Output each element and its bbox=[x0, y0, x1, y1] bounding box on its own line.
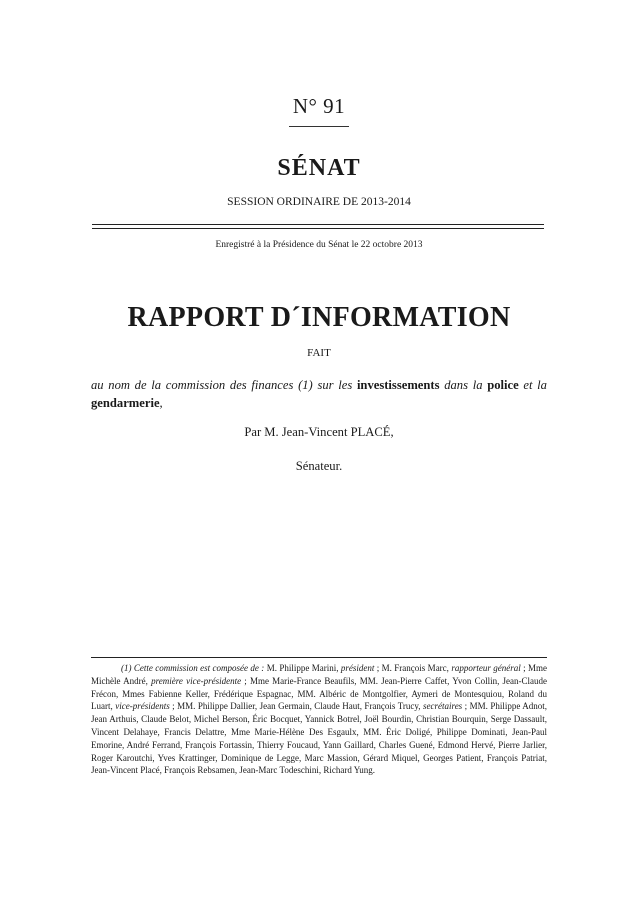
mission-text-1: au nom de la commission des finances (1) sur les bbox=[91, 378, 353, 392]
chamber-title: SÉNAT bbox=[277, 155, 361, 181]
mission-text-4: , bbox=[159, 396, 163, 410]
footnote-text: ; MM. Philippe Dallier, Jean Germain, Claude Haut, François Trucy, bbox=[172, 701, 421, 712]
footnote-role: secrétaires bbox=[423, 701, 463, 712]
fait-label: FAIT bbox=[307, 347, 331, 359]
footnote-role: président bbox=[340, 663, 375, 673]
footnote-intro: (1) Cette commission est composée de : bbox=[121, 663, 265, 673]
mission-keyword-gendarmerie: gendarmerie bbox=[91, 396, 160, 410]
number-underline bbox=[289, 126, 349, 127]
author-line: Par M. Jean-Vincent PLACÉ, bbox=[244, 425, 394, 439]
header-divider bbox=[92, 224, 544, 229]
session-label: SESSION ORDINAIRE DE 2013-2014 bbox=[227, 196, 411, 208]
author-role: Sénateur. bbox=[295, 459, 343, 473]
mission-text-2: dans la bbox=[444, 378, 483, 392]
footnote bbox=[91, 662, 547, 777]
footnote-text: ; MM. Philippe Adnot, Jean Arthuis, Claude Belot, Michel Berson, Éric Bocquet, Yannick Botrel, Joël Bourdin, Christian Bourquin, Serge Dassault, Vincent Delahaye, Francis Delattre, Mme Marie-Hélène Des Esgaulx, MM. Éric Doligé, Philippe Dominati, Jean-Paul Emorine, André Ferrand, François Fortassin, Thierry Foucaud, Yann Gaillard, Charles Guené, Edmond Hervé, Pierre Jarlier, Roger Karoutchi, Yves Krattinger, Dominique de Legge, Marc Massion, Gérard Miquel, Georges Patient, François Patriat, Jean-Vincent Placé, François Rebsamen, Jean-Marc Todeschini, Richard Yung. bbox=[91, 701, 548, 776]
mission-keyword-investissements: investissements bbox=[356, 378, 440, 392]
footnote-divider bbox=[91, 657, 547, 658]
document-number: N° 91 bbox=[292, 94, 346, 118]
mission-text-3: et la bbox=[523, 378, 547, 392]
mission-keyword-police: police bbox=[487, 378, 519, 392]
footnote-text: ; Mme Michèle André, bbox=[91, 663, 547, 686]
mission-statement bbox=[91, 376, 547, 412]
footnote-role: première vice-présidente bbox=[151, 675, 242, 686]
footnote-role: vice-présidents bbox=[115, 701, 170, 712]
footnote-text: M. Philippe Marini, bbox=[266, 663, 339, 673]
footnote-text: ; M. François Marc, bbox=[376, 663, 449, 673]
footnote-role: rapporteur général bbox=[451, 663, 521, 673]
registration-note: Enregistré à la Présidence du Sénat le 22 octobre 2013 bbox=[215, 240, 423, 250]
report-title: RAPPORT D´INFORMATION bbox=[127, 302, 511, 333]
footnote-text: ; Mme Marie-France Beaufils, MM. Jean-Pierre Caffet, Yvon Collin, Jean-Claude Frécon, Mmes Fabienne Keller, Frédérique Espagnac, MM. Albéric de Montgolfier, Aymeri de Montesquiou, Roland du Luart, bbox=[91, 675, 547, 712]
